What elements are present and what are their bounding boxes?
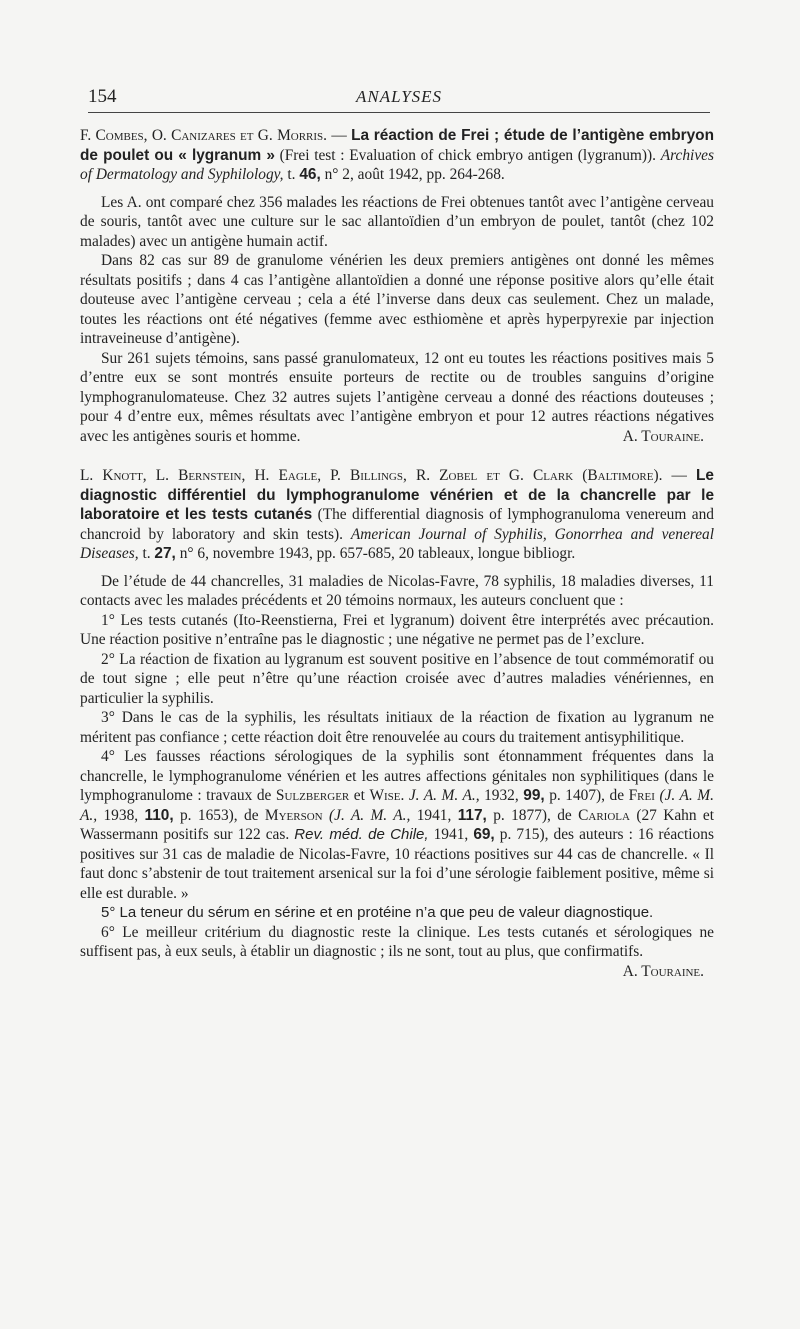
conclusion-point: 2° La réaction de fixation au lygranum est souvent positive en l’absence de tout commémoratif ou de tout signe ; elle peut n’être qu’une réaction croisée avec d’autres maladies vénériennes, en particulier la syphilis. xyxy=(80,650,714,707)
point-text: 1941, xyxy=(433,826,469,843)
article-tome: t. xyxy=(287,166,296,183)
cited-author: Cariola xyxy=(578,806,630,824)
page-header xyxy=(88,86,710,114)
cited-author: Wise. xyxy=(369,787,405,804)
article-reference xyxy=(80,126,714,185)
cited-author: Frei xyxy=(628,787,655,804)
article-signature: A. Touraine. xyxy=(622,962,704,980)
paragraph xyxy=(80,349,714,447)
article-differential-diagnosis xyxy=(80,466,714,981)
article-authors: L. Knott, L. Bernstein, H. Eagle, P. Billings, R. Zobel et G. Clark (Baltimore). — xyxy=(80,467,687,484)
point-text: p. 715), des auteurs : 16 réactions positives sur 31 cas de maladie de Nicolas-Favre, 10 réactions positives sur 44 cas de chancrelle. « Il faut donc s’abstenir de tout traitement arsenical sur la foi d’une sérologie faiblement positive, même si elle est durable. » xyxy=(80,826,714,902)
cited-volume: 110, xyxy=(144,806,174,824)
cited-journal: (J. A. M. A., xyxy=(80,787,714,824)
point-text: 1938, xyxy=(103,806,139,824)
cited-volume: 99, xyxy=(523,787,545,804)
paragraph: Dans 82 cas sur 89 de granulome vénérien les deux premiers antigènes ont donné les mêmes résultats positifs ; dans 4 cas l’antigène allantoïdien a donné une réponse positive alors qu’elle était douteuse avec l’antigène cerveau ; cela a été l’inverse dans deux cas seulement. Chez un malade, toutes les réactions ont été négatives (femme avec esthiomène et après hyperpyrexie par injection intraveineuse d’antigène). xyxy=(80,252,714,347)
point-text: 1941, xyxy=(416,806,452,824)
article-journal: American Journal of Syphilis, Gonorrhea and venereal Diseases, xyxy=(80,525,714,562)
point-text: p. 1653), de xyxy=(179,806,259,824)
conclusion-point: 5° La teneur du sérum en sérine et en protéine n’a que peu de valeur diagnostique. xyxy=(101,904,654,921)
point-text: 1932, xyxy=(484,787,519,804)
point-text: et xyxy=(353,787,365,804)
point-text: p. 1877), de xyxy=(493,806,572,824)
article-english-title: (The differential diagnosis of lymphogranuloma venereum and chancroid by laboratory and skin tests). xyxy=(80,506,714,543)
point-text: 6° Le meilleur critérium du diagnostic reste la clinique. Les tests cutanés et sérologiques ne suffisent pas, à eux seuls, à établir un diagnostic ; ils ne sont, tout au plus, que confirmatifs. xyxy=(80,923,714,960)
cited-journal: Rev. méd. de Chile, xyxy=(294,826,429,843)
header-rule xyxy=(88,112,710,113)
article-journal: Archives of Dermatology and Syphilology, xyxy=(80,146,714,183)
conclusion-point: 3° Dans le cas de la syphilis, les résultats initiaux de la réaction de fixation au lygranum ne méritent pas confiance ; cette réaction doit être renouvelée au cours du traitement antisyphilitique. xyxy=(80,709,714,746)
page-content xyxy=(80,126,714,1001)
article-authors: F. Combes, O. Canizares et G. Morris. — xyxy=(80,127,347,144)
cited-journal: J. A. M. A., xyxy=(408,787,480,804)
point-text: 4° Les fausses réactions sérologiques de la syphilis sont étonnamment fréquentes dans la chancrelle, le lymphogranulome vénérien et les autres affections génitales non syphilitiques (dans le lymphogranulome : travaux de xyxy=(80,748,714,804)
article-reference xyxy=(80,466,714,564)
conclusion-point: 1° Les tests cutanés (Ito-Reenstierna, Frei et lygranum) doivent être interprétés avec précaution. Une réaction positive n’entraîne pas le diagnostic ; une négative ne permet pas de l’exclure. xyxy=(80,611,714,648)
article-details: n° 2, août 1942, pp. 264-268. xyxy=(324,166,505,183)
paragraph: De l’étude de 44 chancrelles, 31 maladies de Nicolas-Favre, 78 syphilis, 18 maladies diverses, 11 contacts avec les malades précédents et 20 témoins normaux, les auteurs concluent que : xyxy=(80,572,714,609)
article-frei-reaction xyxy=(80,126,714,446)
article-signature: A. Touraine. xyxy=(622,427,704,445)
cited-journal: (J. A. M. A., xyxy=(328,806,411,824)
point-text: p. 1407), de xyxy=(549,787,625,804)
article-title: La réaction de Frei ; étude de l’antigène embryon de poulet ou « lygranum » xyxy=(80,127,714,164)
article-details: n° 6, novembre 1943, pp. 657-685, 20 tableaux, longue bibliogr. xyxy=(179,545,576,562)
conclusion-point xyxy=(80,747,714,903)
conclusion-point xyxy=(80,923,714,980)
article-volume: 46, xyxy=(299,166,321,183)
cited-volume: 117, xyxy=(457,806,487,824)
article-title: Le diagnostic différentiel du lymphogranulome vénérien et de la chancrelle par le laboratoire et les tests cutanés xyxy=(80,467,714,523)
page-number: 154 xyxy=(88,86,117,107)
running-title: ANALYSES xyxy=(355,87,443,106)
article-volume: 27, xyxy=(154,545,176,562)
paragraph: Les A. ont comparé chez 356 malades les réactions de Frei obtenues tantôt avec l’antigène cerveau de souris, tantôt avec une culture sur le sac allantoïdien d’un embryon de poulet, tantôt (chez 102 malades) avec un antigène humain actif. xyxy=(80,193,714,250)
article-tome: t. xyxy=(142,545,151,562)
cited-volume: 69, xyxy=(473,826,495,843)
cited-author: Sulzberger xyxy=(275,787,350,804)
cited-author: Myerson xyxy=(264,806,323,824)
paragraph-text: Sur 261 sujets témoins, sans passé granulomateux, 12 ont eu toutes les réactions positives mais 5 d’entre eux se sont montrés ensuite porteurs de rectite ou de troubles sanguins d’origine lymphogranulomateuse. Chez 32 autres sujets l’antigène cerveau a donné des réactions douteuses ; pour 4 d’entre eux, mêmes résultats avec l’antigène embryon et pour 12 autres réactions négatives avec les antigènes souris et homme. xyxy=(80,349,714,445)
article-english-title: (Frei test : Evaluation of chick embryo antigen (lygranum)). xyxy=(279,146,657,164)
point-text: (27 Kahn et Wassermann positifs sur 122 cas. xyxy=(80,806,715,843)
